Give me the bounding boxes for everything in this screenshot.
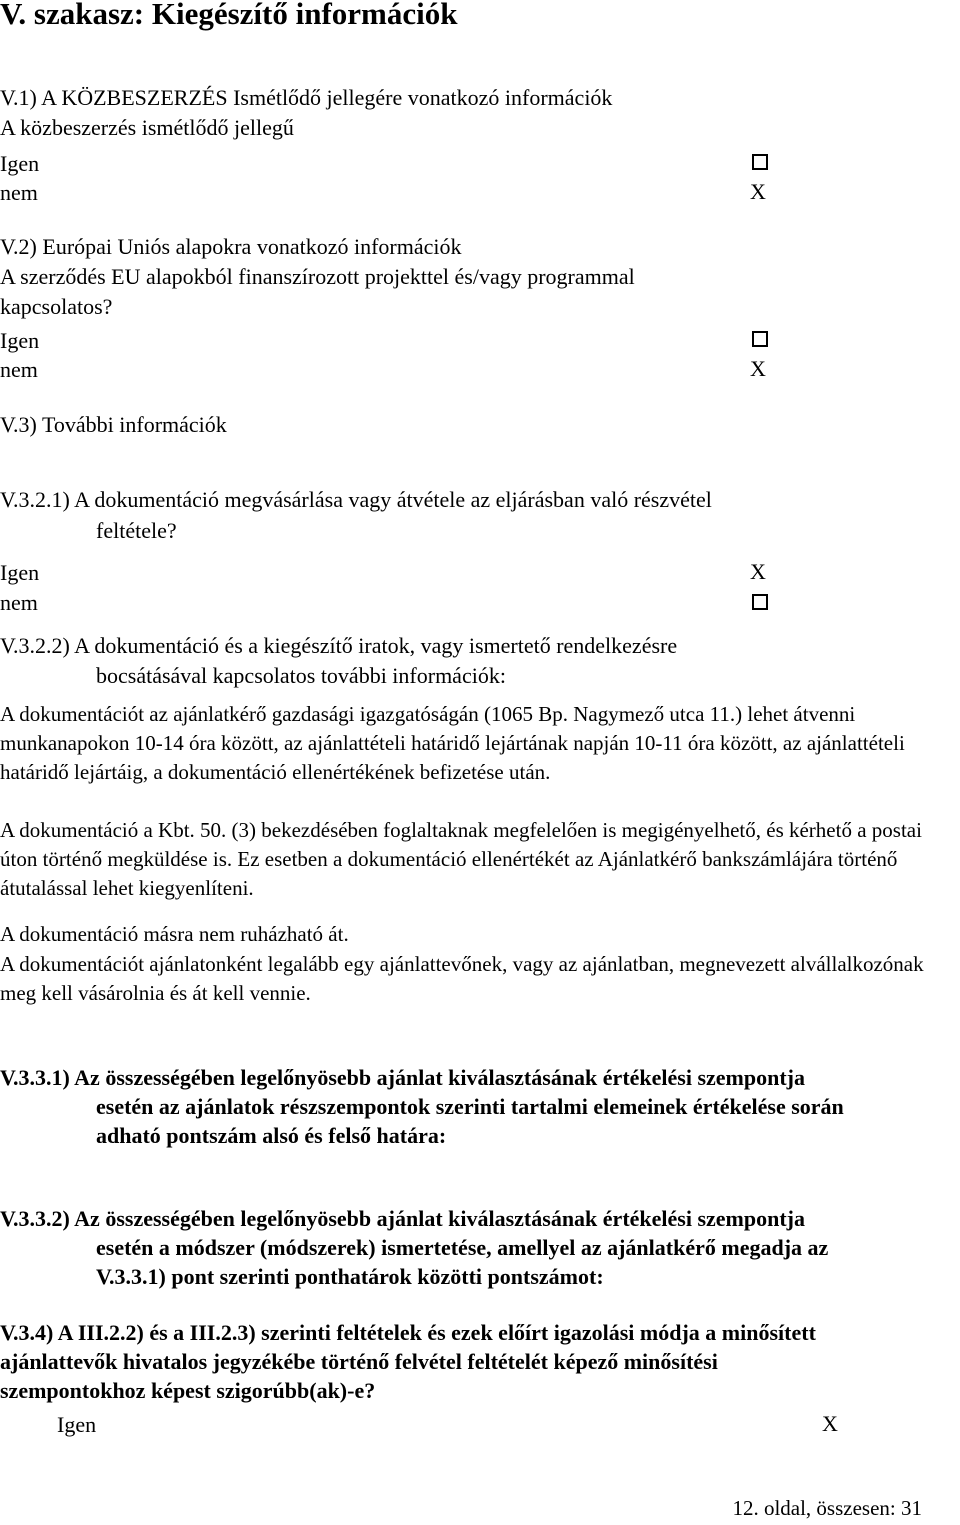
v331-line2: esetén az ajánlatok részszempontok szerinti tartalmi elemeinek értékelése során xyxy=(96,1094,844,1119)
v34-yes-label: Igen xyxy=(57,1412,97,1437)
v321-question-line1: V.3.2.1) A dokumentáció megvásárlása vagy átvétele az eljárásban való részvétel xyxy=(0,487,712,512)
v3-heading: V.3) További információk xyxy=(0,412,227,437)
v2-yes-checkbox[interactable] xyxy=(752,331,768,347)
v1-yes-label: Igen xyxy=(0,151,40,176)
v321-question-line2: feltétele? xyxy=(96,518,177,543)
v332-line3: V.3.3.1) pont szerinti ponthatárok közötti pontszámot: xyxy=(96,1264,604,1289)
v1-no-checkbox[interactable]: X xyxy=(750,179,766,204)
v321-no-checkbox[interactable] xyxy=(752,594,768,610)
v321-yes-label: Igen xyxy=(0,560,40,585)
v321-no-label: nem xyxy=(0,590,38,615)
v34-line2: ajánlattevők hivatalos jegyzékébe történő felvétel feltételét képező minősítési xyxy=(0,1349,718,1374)
page-footer: 12. oldal, összesen: 31 xyxy=(732,1496,922,1520)
v322-paragraph-3: A dokumentáció másra nem ruházható át. xyxy=(0,922,349,946)
v322-question-line2: bocsátásával kapcsolatos további információk: xyxy=(96,663,506,688)
v34-line3: szempontokhoz képest szigorúbb(ak)-e? xyxy=(0,1378,376,1403)
v322-paragraph-1: A dokumentációt az ajánlatkérő gazdasági igazgatóságán (1065 Bp. Nagymező utca 11.) lehet átvenni munkanapokon 10-14 óra között, az ajánlattételi határidő lejártának napján 10-11 óra között, az ajánlattételi határidő lejártáig, a dokumentáció ellenértékének befizetése után. xyxy=(0,702,905,784)
v2-heading: V.2) Európai Uniós alapokra vonatkozó információk xyxy=(0,234,462,259)
v1-yes-checkbox[interactable] xyxy=(752,154,768,170)
v1-no-label: nem xyxy=(0,180,38,205)
v321-yes-checkbox[interactable]: X xyxy=(750,559,766,584)
v2-no-label: nem xyxy=(0,357,38,382)
v322-question-line1: V.3.2.2) A dokumentáció és a kiegészítő iratok, vagy ismertető rendelkezésre xyxy=(0,633,678,658)
v2-no-checkbox[interactable]: X xyxy=(750,356,766,381)
v34-yes-checkbox[interactable]: X xyxy=(822,1411,838,1436)
v332-line2: esetén a módszer (módszerek) ismertetése, amellyel az ajánlatkérő megadja az xyxy=(96,1235,829,1260)
v331-line3: adható pontszám alsó és felső határa: xyxy=(96,1123,447,1148)
v1-question: A közbeszerzés ismétlődő jellegű xyxy=(0,115,294,140)
v322-paragraph-4: A dokumentációt ajánlatonként legalább egy ajánlattevőnek, vagy az ajánlatban, megnevezett alvállalkozónak meg kell vásárolnia és át kell vennie. xyxy=(0,952,924,1005)
section-title: V. szakasz: Kiegészítő információk xyxy=(0,0,458,31)
v2-question-line1: A szerződés EU alapokból finanszírozott projekttel és/vagy programmal xyxy=(0,264,635,289)
v34-line1: V.3.4) A III.2.2) és a III.2.3) szerinti feltételek és ezek előírt igazolási módja a minősített xyxy=(0,1320,816,1345)
v322-paragraph-2: A dokumentáció a Kbt. 50. (3) bekezdésében foglaltaknak megfelelően is megigényelhető, és kérhető a postai úton történő megküldése is. Ez esetben a dokumentáció ellenértékét az Ajánlatkérő bankszámlájára történő átutalással lehet kiegyenlíteni. xyxy=(0,818,922,900)
v1-heading: V.1) A KÖZBESZERZÉS Ismétlődő jellegére vonatkozó információk xyxy=(0,85,613,110)
v332-line1: V.3.3.2) Az összességében legelőnyösebb ajánlat kiválasztásának értékelési szempontja xyxy=(0,1206,805,1231)
v2-yes-label: Igen xyxy=(0,328,40,353)
v331-line1: V.3.3.1) Az összességében legelőnyösebb ajánlat kiválasztásának értékelési szempontja xyxy=(0,1065,805,1090)
v2-question-line2: kapcsolatos? xyxy=(0,294,113,319)
